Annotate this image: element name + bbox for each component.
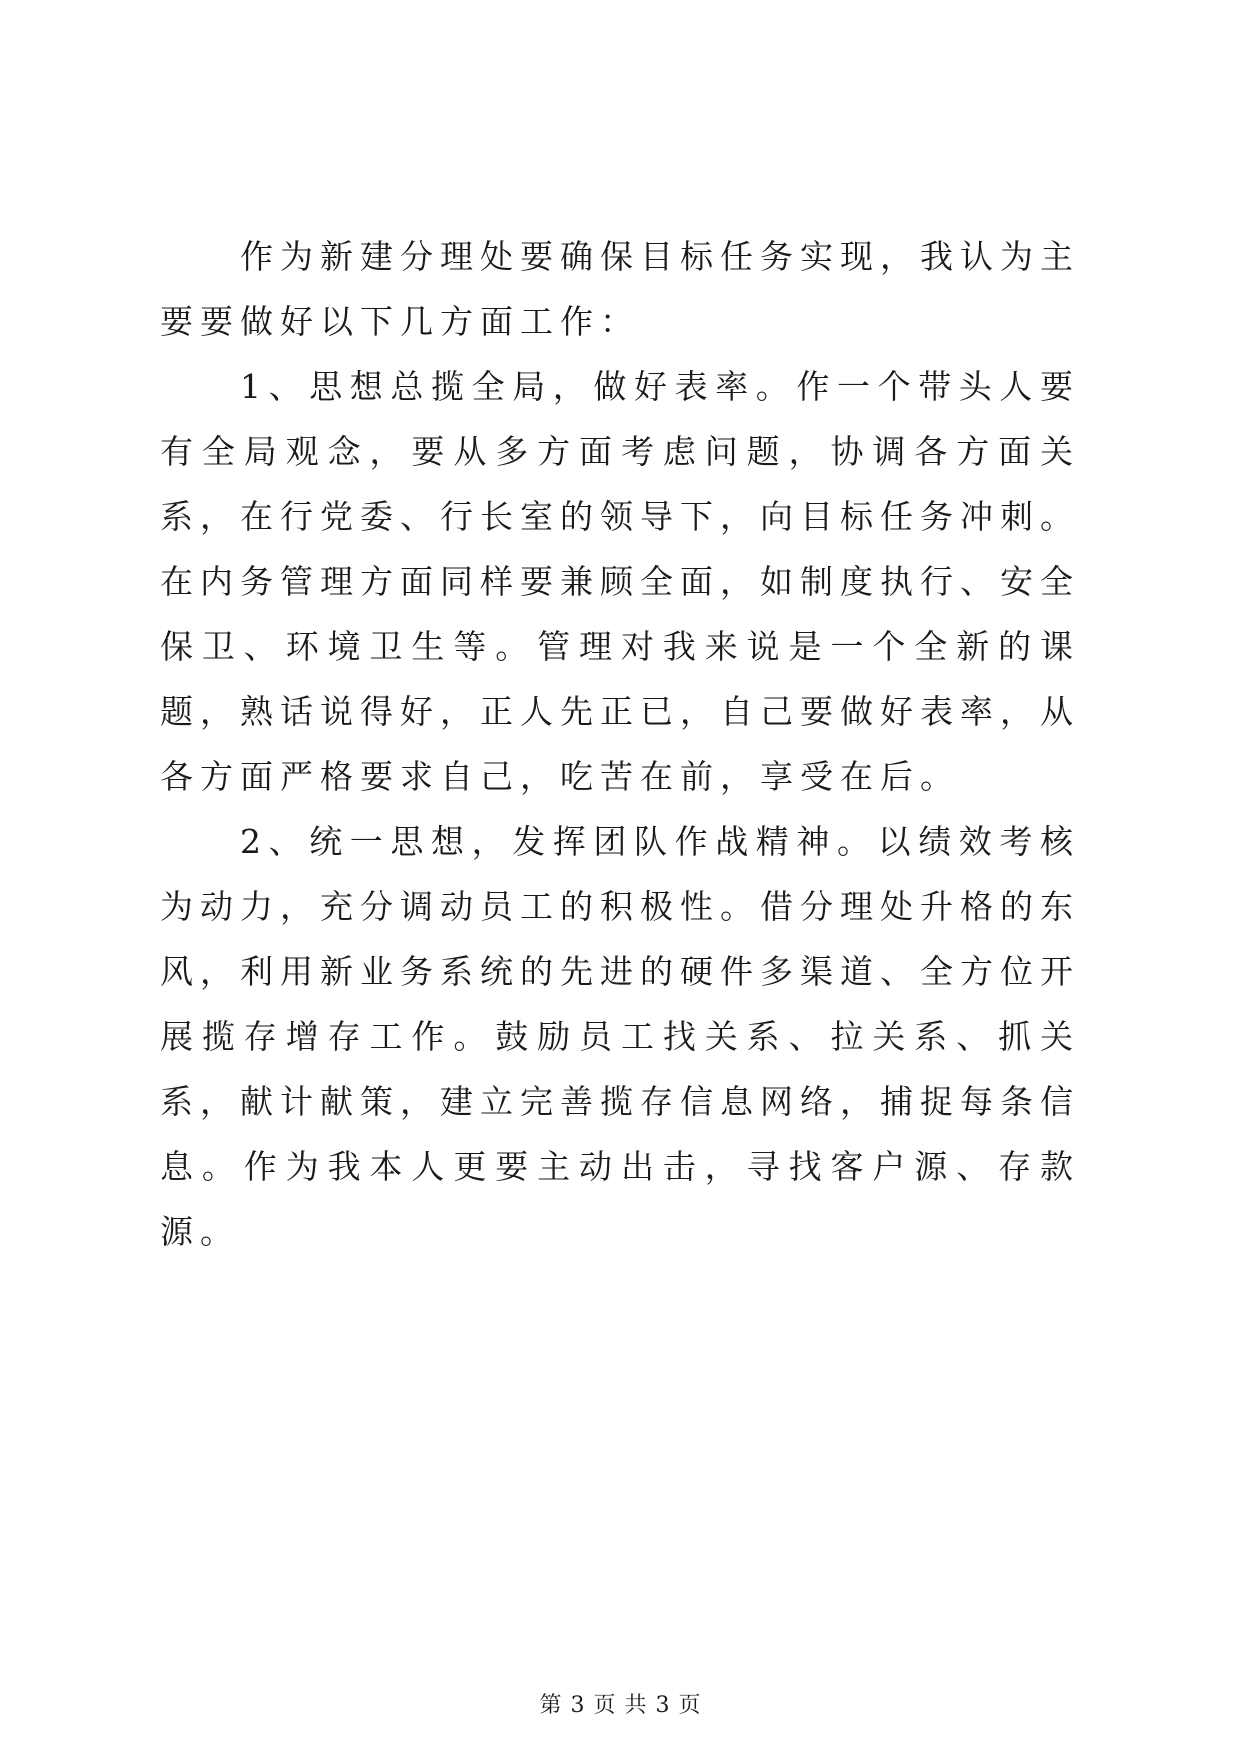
paragraph-intro: 作为新建分理处要确保目标任务实现，我认为主要要做好以下几方面工作：: [160, 237, 1080, 341]
document-body: [160, 224, 1080, 1264]
paragraph-point-1: 1、思想总揽全局，做好表率。作一个带头人要有全局观念，要从多方面考虑问题，协调各方面关系，在行党委、行长室的领导下，向目标任务冲刺。在内务管理方面同样要兼顾全面，如制度执行、安全保卫、环境卫生等。管理对我来说是一个全新的课题，熟话说得好，正人先正已，自己要做好表率，从各方面严格要求自己，吃苦在前，享受在后。: [160, 367, 1080, 796]
page-footer: 第 3 页 共 3 页: [539, 1693, 702, 1718]
paragraph-point-2: 2、统一思想，发挥团队作战精神。以绩效考核为动力，充分调动员工的积极性。借分理处升格的东风，利用新业务系统的先进的硬件多渠道、全方位开展揽存增存工作。鼓励员工找关系、拉关系、抓关系，献计献策，建立完善揽存信息网络，捕捉每条信息。作为我本人更要主动出击，寻找客户源、存款源。: [160, 822, 1080, 1251]
